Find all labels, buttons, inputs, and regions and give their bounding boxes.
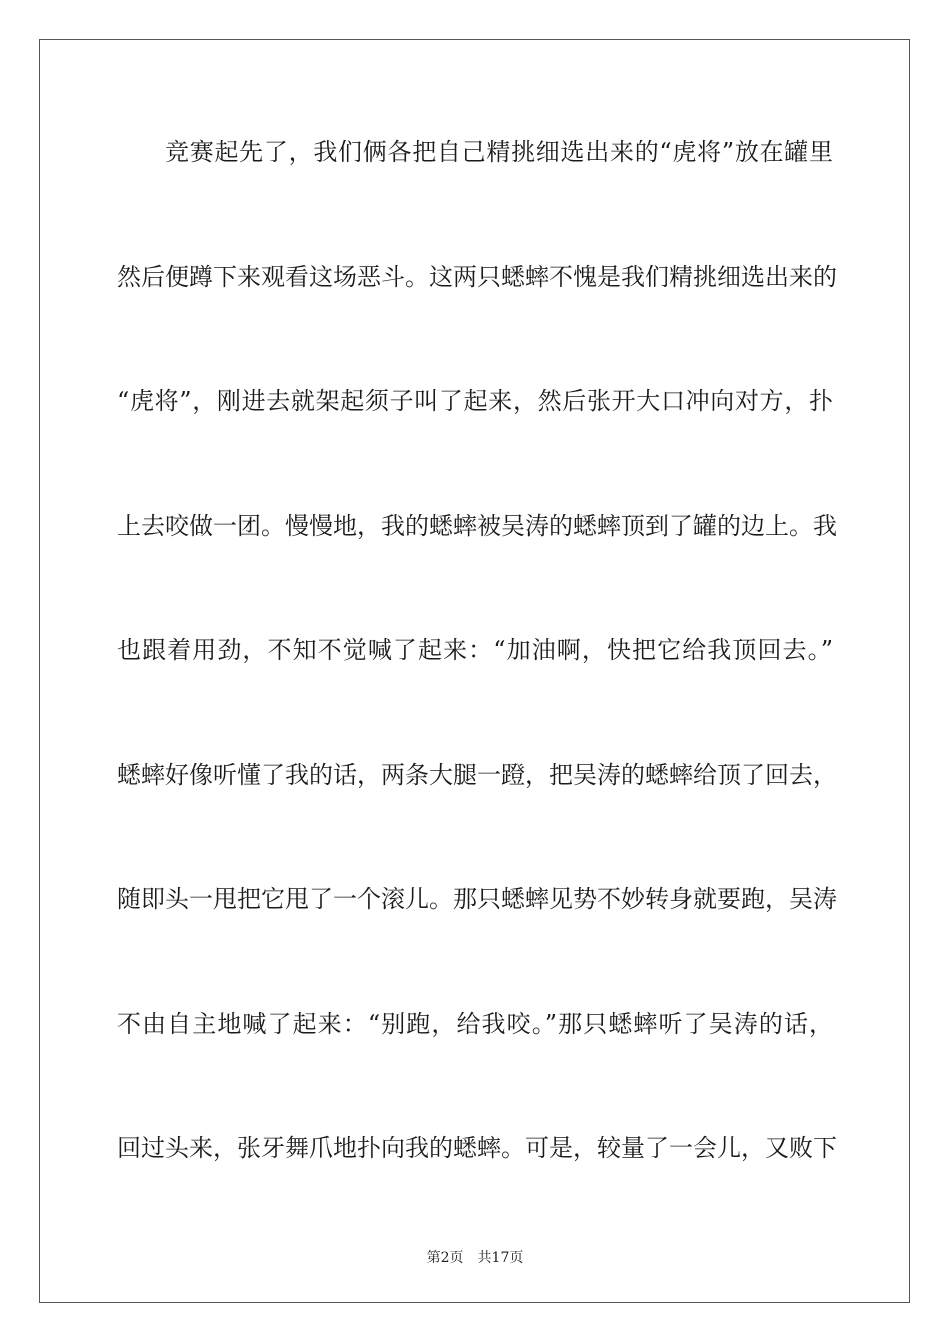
- text-line-9: 回过头来，张牙舞爪地扑向我的蟋蟀。可是，较量了一会儿，又败下: [117, 1134, 837, 1162]
- text-line-5: 也跟着用劲，不知不觉喊了起来：“加油啊，快把它给我顶回去。”: [117, 636, 833, 664]
- document-body: [117, 124, 837, 1245]
- text-line-3: “虎将”，刚进去就架起须子叫了起来，然后张开大口冲向对方，扑: [117, 387, 833, 415]
- text-line-8: 不由自主地喊了起来：“别跑，给我咬。”那只蟋蟀听了吴涛的话，: [117, 1009, 833, 1038]
- text-line-6: 蟋蟀好像听懂了我的话，两条大腿一蹬，把吴涛的蟋蟀给顶了回去，: [117, 760, 837, 789]
- text-line-1: 竞赛起先了，我们俩各把自己精挑细选出来的“虎将”放在罐里: [165, 138, 833, 166]
- page-footer: [0, 1247, 950, 1267]
- text-line-4: 上去咬做一团。慢慢地，我的蟋蟀被吴涛的蟋蟀顶到了罐的边上。我: [117, 511, 837, 540]
- text-line-2: 然后便蹲下来观看这场恶斗。这两只蟋蟀不愧是我们精挑细选出来的: [117, 262, 837, 291]
- total-pages: 共17页: [477, 1250, 524, 1266]
- text-line-7: 随即头一甩把它甩了一个滚儿。那只蟋蟀见势不妙转身就要跑，吴涛: [117, 885, 837, 913]
- page-number: 第2页: [426, 1250, 464, 1266]
